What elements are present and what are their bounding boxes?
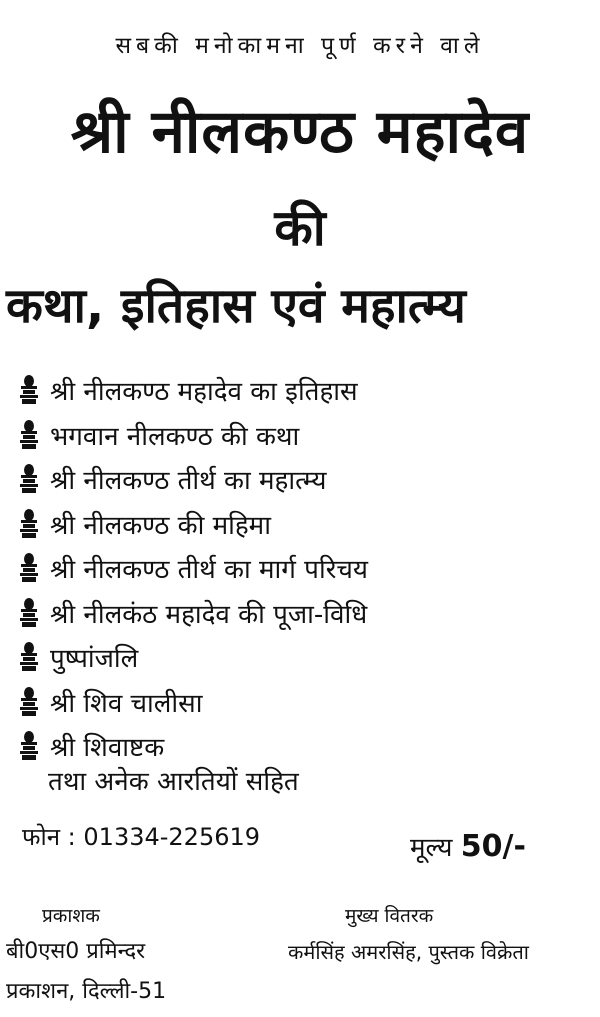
shivling-icon <box>18 552 40 584</box>
price-line <box>410 828 526 864</box>
price-amount: 50/- <box>460 829 526 864</box>
contents-item-label: श्री नीलकण्ठ की महिमा <box>50 510 271 541</box>
publisher-name: बी0एस0 प्रमिन्दर <box>6 939 146 964</box>
shivling-icon <box>18 463 40 495</box>
list-item <box>18 680 368 725</box>
contents-item-label: श्री नीलकण्ठ तीर्थ का महात्म्य <box>50 466 327 497</box>
list-item <box>18 368 368 413</box>
shivling-icon <box>18 730 40 762</box>
distributor-label: मुख्य वितरक <box>345 905 434 927</box>
contents-item-label: पुष्पांजलि <box>50 644 139 675</box>
shivling-icon <box>18 597 40 629</box>
list-item <box>18 591 368 636</box>
contents-list <box>18 368 368 769</box>
publisher-place: प्रकाशन, दिल्ली-51 <box>6 979 167 1004</box>
phone-number: 01334-225619 <box>83 823 261 851</box>
distributor-name: कर्मसिंह अमरसिंह, पुस्तक विक्रेता <box>288 940 529 964</box>
price-label: मूल्य <box>410 833 453 863</box>
contents-item-label: भगवान नीलकण्ठ की कथा <box>50 421 300 452</box>
list-item <box>18 457 368 502</box>
list-item <box>18 502 368 547</box>
contents-item-label: श्री नीलकण्ठ महादेव का इतिहास <box>50 377 358 408</box>
list-item <box>18 546 368 591</box>
title-connector: की <box>274 199 326 257</box>
shivling-icon <box>18 374 40 406</box>
shivling-icon <box>18 641 40 673</box>
phone-label: फोन : <box>22 823 76 851</box>
tagline: सबकी मनोकामना पूर्ण करने वाले <box>115 33 485 59</box>
also-included-note: तथा अनेक आरतियों सहित <box>48 767 299 797</box>
publisher-label: प्रकाशक <box>42 905 100 927</box>
contents-item-label: श्री शिवाष्टक <box>50 733 165 764</box>
shivling-icon <box>18 508 40 540</box>
book-title: श्री नीलकण्ठ महादेव <box>70 97 530 167</box>
phone-line <box>22 820 260 853</box>
list-item <box>18 413 368 458</box>
book-subtitle: कथा, इतिहास एवं महात्म्य <box>6 278 466 334</box>
contents-item-label: श्री नीलकण्ठ तीर्थ का मार्ग परिचय <box>50 555 368 586</box>
shivling-icon <box>18 419 40 451</box>
list-item <box>18 635 368 680</box>
contents-item-label: श्री नीलकंठ महादेव की पूजा-विधि <box>50 599 368 630</box>
shivling-icon <box>18 686 40 718</box>
contents-item-label: श्री शिव चालीसा <box>50 688 203 719</box>
